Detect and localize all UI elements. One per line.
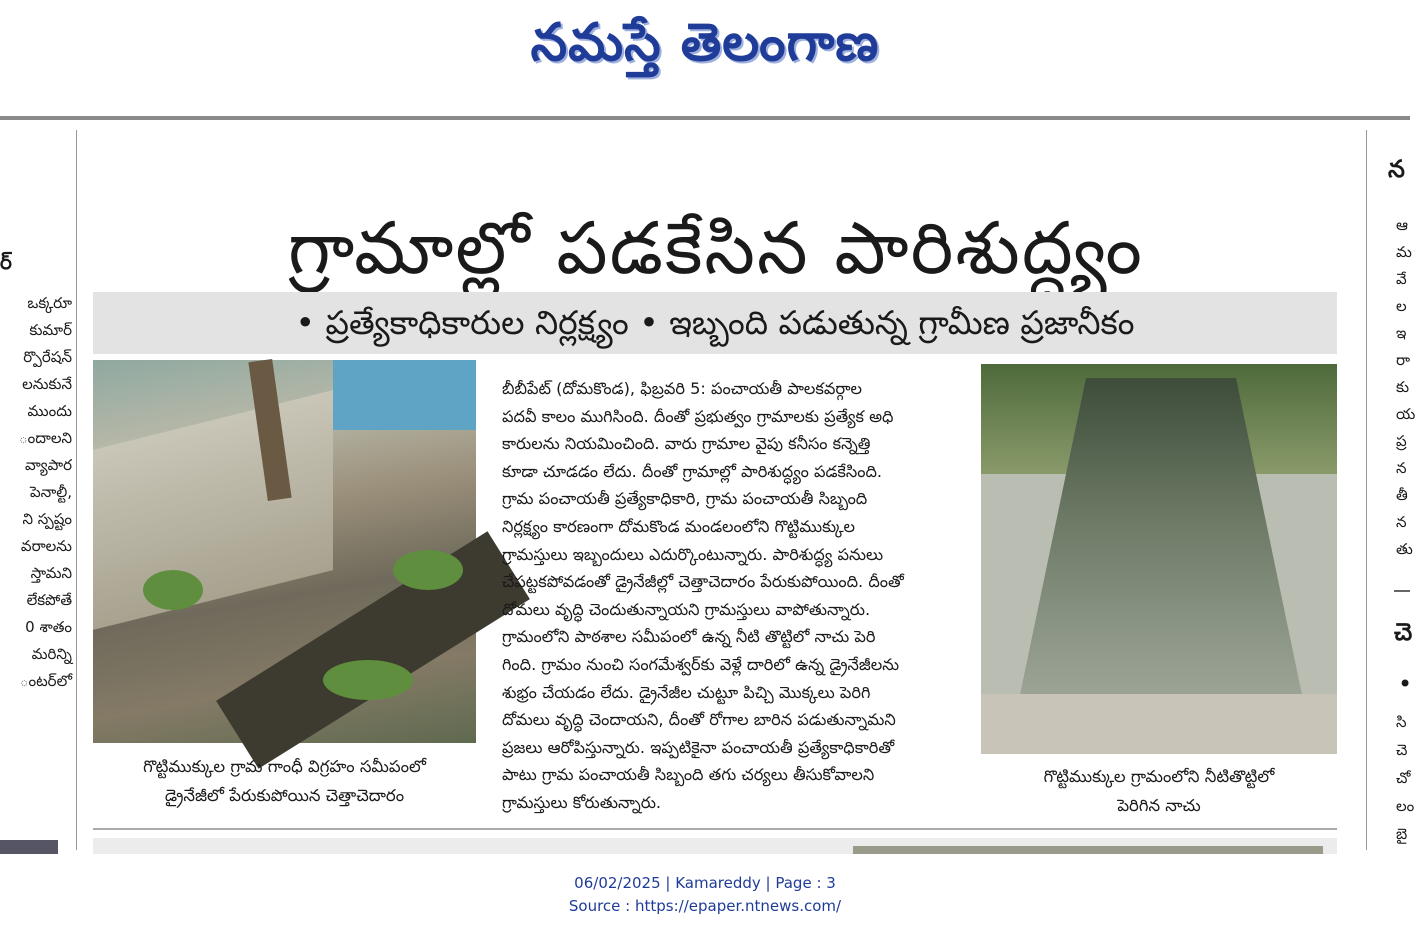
- photo-plant: [393, 550, 463, 590]
- text-line: ఇ: [1396, 324, 1407, 342]
- photo-plant: [323, 660, 413, 700]
- text-line: వ్యాపార: [25, 456, 72, 474]
- text-line: లనుకునే: [22, 375, 72, 393]
- right-column-separator: [1394, 590, 1410, 592]
- photo-caption-right: [981, 762, 1337, 820]
- text-line: న: [1396, 459, 1407, 477]
- body-line: చేపట్టకపోవడంతో డ్రైనేజీల్లో చెత్తాచెదారం పేరుకుపోయింది. దీంతో: [502, 572, 904, 592]
- text-line: చో: [1396, 769, 1411, 787]
- right-adjacent-column: [1370, 130, 1415, 850]
- text-line: తు: [1396, 540, 1413, 558]
- text-line: వే: [1396, 270, 1407, 288]
- text-line: వరాలను: [20, 537, 72, 555]
- body-line: కారులను నియమించింది. వారు గ్రామాల వైపు కనీసం కన్నెత్తి: [502, 434, 871, 454]
- right-column-text: [1396, 212, 1415, 563]
- caption-line: గొట్టిముక్కుల గ్రామంలోని నీటితొట్టిలో: [1043, 767, 1275, 786]
- newspaper-logo: నమస్తే తెలంగాణ: [530, 12, 880, 73]
- text-line: మ: [1396, 243, 1412, 261]
- text-line: ఒక్కరూ: [27, 294, 72, 312]
- drainage-garbage-photo: [93, 360, 476, 743]
- body-line: బీబీపేట్ (దోమకొండ), ఫిబ్రవరి 5: పంచాయతీ పాలకవర్గాల: [502, 379, 862, 398]
- text-line: ల: [1396, 297, 1407, 315]
- body-line: గింది. గ్రామం నుంచి సంగమేశ్వర్‌కు వెళ్లే దారిలో ఉన్న డ్రైనేజీలను: [502, 654, 900, 674]
- body-line: దోమలు వృద్ధి చెందాయని, దీంతో రోగాల బారిన పడుతున్నామని: [502, 710, 896, 730]
- body-line: నిర్లక్ష్యం కారణంగా దోమకొండ మండలంలోని గొట్టిముక్కుల: [502, 516, 855, 536]
- column-divider-left: [76, 130, 77, 850]
- column-divider-right: [1366, 130, 1367, 850]
- right-column-text-2: [1396, 708, 1414, 876]
- photo-plant: [143, 570, 203, 610]
- masthead-rule: [0, 116, 1410, 120]
- body-line: గ్రామంలోని పాఠశాల సమీపంలో ఉన్న నీటి తొట్టిలో నాచు పెరి: [502, 627, 876, 647]
- article-subheadline: • ప్రత్యేకాధికారుల నిర్లక్ష్యం • ఇబ్బంది పడుతున్న గ్రామీణ ప్రజానీకం: [295, 303, 1135, 342]
- body-line: ప్రజలు ఆరోపిస్తున్నారు. ఇప్పటికైనా పంచాయతీ ప్రత్యేకాధికారితో: [502, 737, 895, 757]
- article-body: [502, 375, 946, 817]
- photo-wall: [93, 390, 333, 630]
- body-line: పదవీ కాలం ముగిసింది. దీంతో ప్రభుత్వం గ్రామాలకు ప్రత్యేక అధి: [502, 406, 894, 426]
- text-line: బై: [1396, 825, 1408, 843]
- water-tank-photo: [981, 364, 1337, 754]
- text-line: ంటర్‌లో: [19, 672, 72, 690]
- text-line: ఆ: [1396, 216, 1408, 234]
- left-column-text: [0, 290, 72, 695]
- article-bottom-rule: [93, 828, 1337, 830]
- body-line: గ్రామ పంచాయతీ ప్రత్యేకాధికారి, గ్రామ పంచాయతీ సిబ్బంది: [502, 489, 868, 509]
- body-line: గ్రామస్తులు ఇబ్బందులు ఎదుర్కొంటున్నారు. పారిశుద్ధ్య పనులు: [502, 544, 884, 564]
- photo-tank-rim: [981, 694, 1337, 754]
- body-line: పాటు గ్రామ పంచాయతీ సిబ్బంది తగు చర్యలు తీసుకోవాలని: [502, 765, 875, 785]
- text-line: ర్పొరేషన్: [23, 348, 72, 366]
- caption-line: డ్రైనేజీలో పేరుకుపోయిన చెత్తాచెదారం: [164, 786, 405, 805]
- masthead: [0, 0, 1410, 118]
- left-column-heading: ర్: [0, 250, 12, 274]
- caption-line: పెరిగిన నాచు: [1117, 796, 1201, 815]
- subheadline-band: [93, 292, 1337, 354]
- text-line: య: [1396, 405, 1415, 423]
- text-line: పెనాల్టీ,: [29, 483, 72, 501]
- text-line: ందాలని: [18, 429, 72, 447]
- footer-source: Source : https://epaper.ntnews.com/: [568, 897, 842, 915]
- article-headline: గ్రామాల్లో పడకేసిన పారిశుద్ధ్యం: [288, 206, 1144, 291]
- text-line: లేకపోతే: [26, 591, 72, 609]
- page-footer: [0, 854, 1410, 934]
- text-line: చె: [1396, 741, 1408, 759]
- left-adjacent-column: [0, 130, 72, 850]
- right-column-bullet: •: [1398, 670, 1413, 698]
- text-line: ముందు: [27, 402, 72, 420]
- text-line: లం: [1396, 797, 1415, 815]
- caption-line: గొట్టిముక్కుల గ్రామ గాంధీ విగ్రహం సమీపంలో: [143, 757, 426, 776]
- text-line: ప్ర: [1396, 432, 1407, 450]
- text-line: సి: [1396, 713, 1407, 731]
- right-column-heading-2: చె: [1394, 618, 1413, 646]
- body-line: దోమలు వృద్ధి చెందుతున్నాయని గ్రామస్తులు వాపోతున్నారు.: [502, 599, 871, 619]
- next-story-strip: [93, 838, 1337, 854]
- footer-date-edition: 06/02/2025 | Kamareddy | Page : 3: [574, 874, 836, 892]
- text-line: 0 శాతం: [25, 618, 72, 636]
- text-line: స్తామని: [30, 564, 72, 582]
- text-line: కుమార్: [29, 321, 72, 339]
- text-line: న: [1396, 513, 1407, 531]
- body-line: గ్రామస్తులు కోరుతున్నారు.: [502, 792, 662, 812]
- text-line: తీ: [1396, 486, 1408, 504]
- body-line: శుభ్రం చేయడం లేదు. డ్రైనేజీల చుట్టూ పిచ్చి మొక్కలు పెరిగి: [502, 682, 871, 702]
- photo-background: [333, 360, 476, 430]
- right-column-heading: న: [1388, 155, 1405, 183]
- text-line: ని స్పష్టం: [22, 510, 72, 528]
- body-line: కూడా చూడడం లేదు. దీంతో గ్రామాల్లో పారిశుద్ధ్యం పడకేసింది.: [502, 461, 883, 481]
- photo-caption-left: [93, 752, 476, 810]
- text-line: కు: [1396, 378, 1410, 396]
- text-line: రా: [1396, 351, 1411, 369]
- text-line: మరిన్ని: [31, 645, 72, 663]
